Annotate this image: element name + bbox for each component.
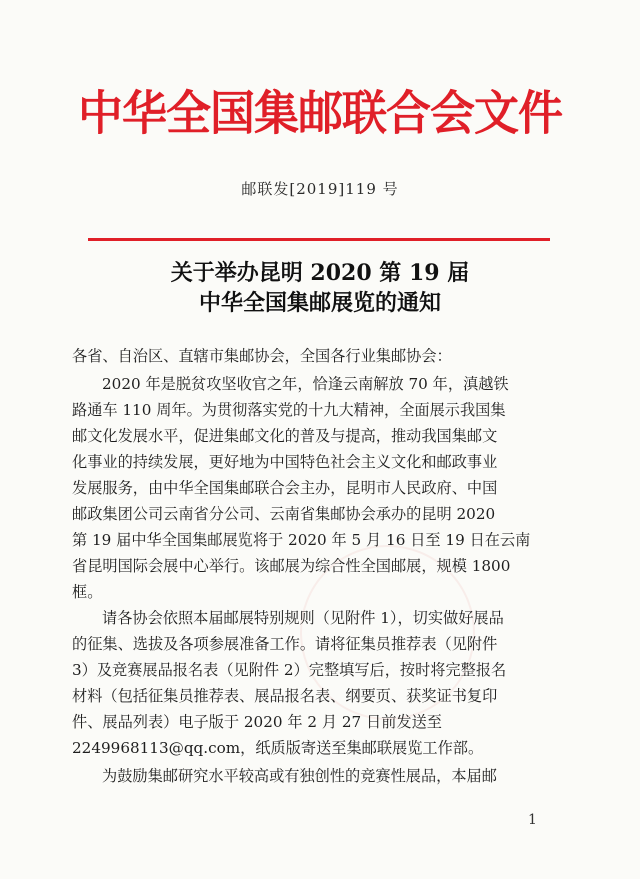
red-divider xyxy=(88,238,550,241)
org-header-title: 中华全国集邮联合会文件 xyxy=(77,85,562,142)
document-title-line-2: 中华全国集邮展览的通知 xyxy=(198,290,441,316)
body-line: 件、展品列表）电子版于 2020 年 2 月 27 日前发送至 xyxy=(72,713,442,731)
document-title-line-1: 关于举办昆明 2020 第 19 届 xyxy=(170,260,470,286)
body-line: 材料（包括征集员推荐表、展品报名表、纲要页、获奖证书复印 xyxy=(72,687,498,705)
body-line: 化事业的持续发展，更好地为中国特色社会主义文化和邮政事业 xyxy=(72,453,498,471)
body-line: 框。 xyxy=(72,583,103,601)
body-line: 路通车 110 周年。为贯彻落实党的十九大精神，全面展示我国集 xyxy=(72,401,506,419)
body-line-salutation: 各省、自治区、直辖市集邮协会，全国各行业集邮协会： xyxy=(72,347,452,365)
body-line: 邮政集团公司云南省分公司、云南省集邮协会承办的昆明 2020 xyxy=(72,505,496,523)
body-line: 的征集、选拔及各项参展准备工作。请将征集员推荐表（见附件 xyxy=(72,635,498,653)
body-line: 省昆明国际会展中心举行。该邮展为综合性全国邮展，规模 1800 xyxy=(72,557,511,575)
body-line: 邮文化发展水平，促进集邮文化的普及与提高，推动我国集邮文 xyxy=(72,427,498,445)
body-line: 发展服务，由中华全国集邮联合会主办，昆明市人民政府、中国 xyxy=(72,479,498,497)
page-number: 1 xyxy=(528,812,537,828)
body-line: 2249968113@qq.com，纸质版寄送至集邮联展览工作部。 xyxy=(72,739,484,757)
body-line: 第 19 届中华全国集邮展览将于 2020 年 5 月 16 日至 19 日在云南 xyxy=(72,531,531,549)
body-line: 请各协会依照本届邮展特别规则（见附件 1），切实做好展品 xyxy=(102,609,504,627)
body-line: 2020 年是脱贫攻坚收官之年，恰逢云南解放 70 年，滇越铁 xyxy=(102,375,509,393)
body-line: 3）及竞赛展品报名表（见附件 2）完整填写后，按时将完整报名 xyxy=(72,661,507,679)
body-line: 为鼓励集邮研究水平较高或有独创性的竞赛性展品，本届邮 xyxy=(102,767,497,785)
document-number: 邮联发[2019]119 号 xyxy=(241,180,399,198)
